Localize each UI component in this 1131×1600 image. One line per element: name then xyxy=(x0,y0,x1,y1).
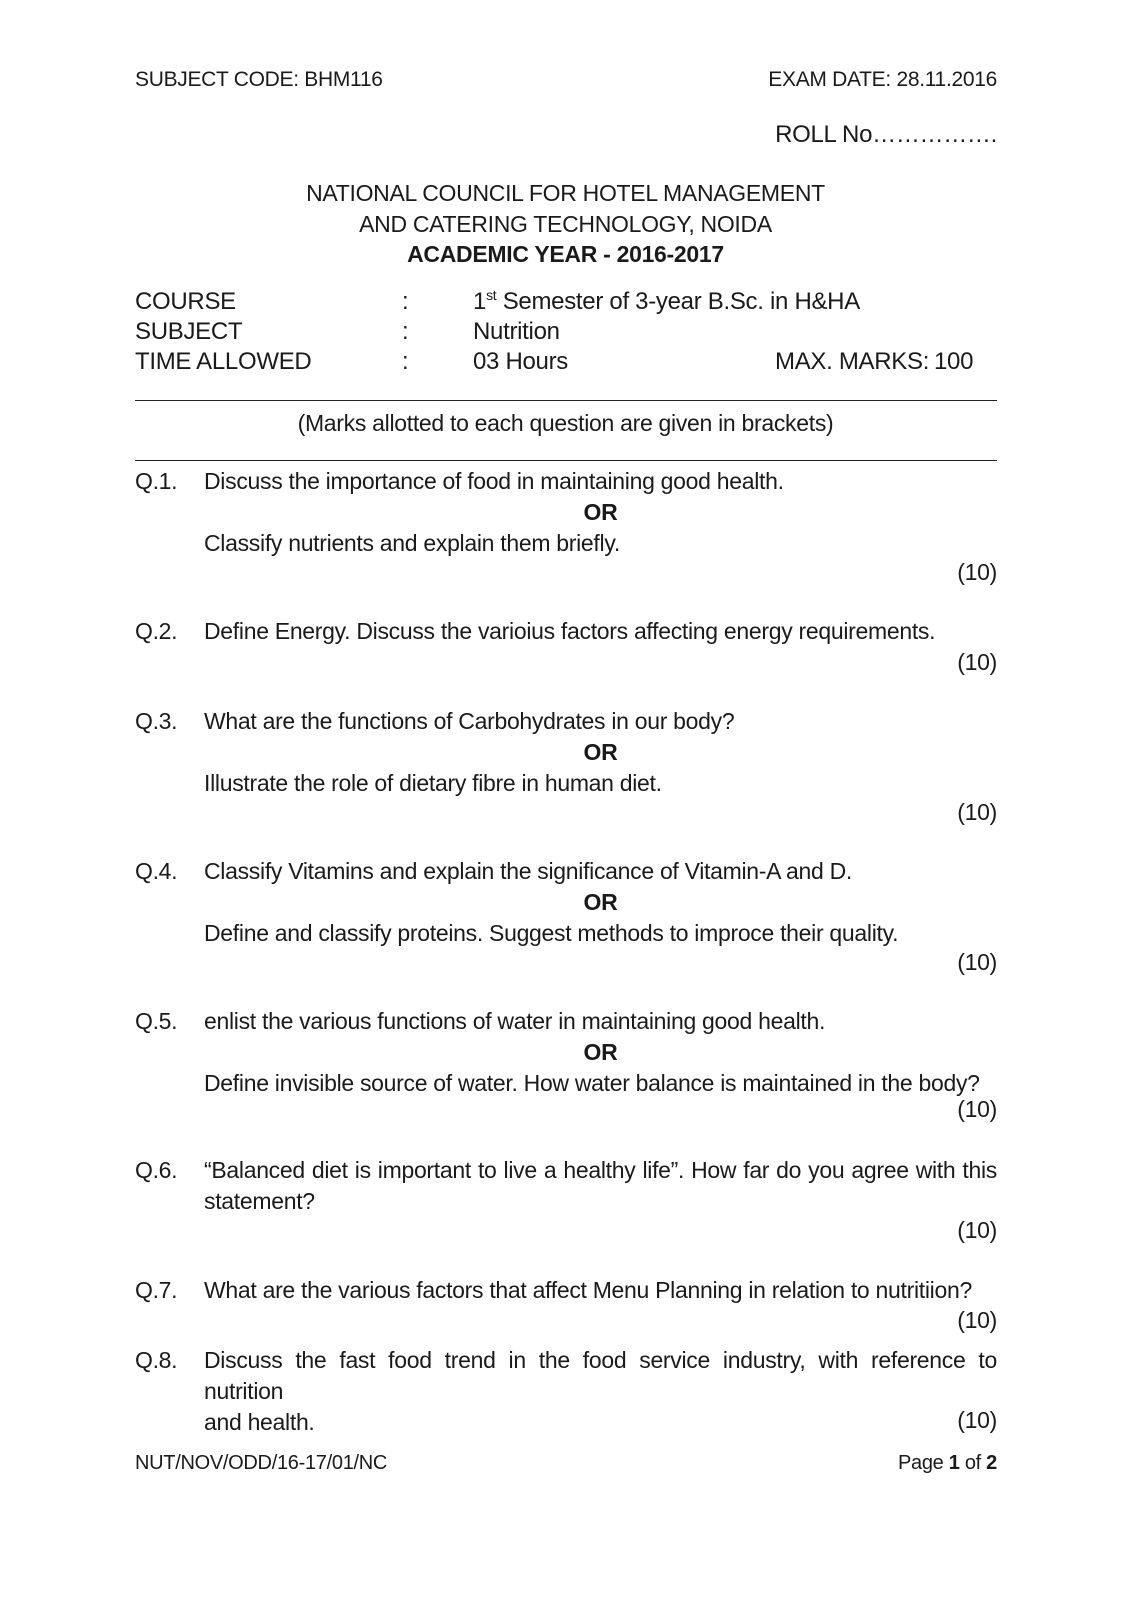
question-7 xyxy=(135,1275,997,1339)
max-marks-value: 100 xyxy=(934,348,974,375)
question-alternative: Classify nutrients and explain them briefly. xyxy=(204,530,620,556)
course-colon: : xyxy=(402,288,409,315)
roll-number: ROLL No……………. xyxy=(775,121,997,148)
question-number: Q.2. xyxy=(135,618,178,644)
question-primary-line2: and health. xyxy=(204,1409,315,1435)
subject-label: SUBJECT xyxy=(135,318,243,345)
question-primary: What are the various factors that affect Menu Planning in relation to nutritiion? xyxy=(204,1277,972,1303)
max-marks-label: MAX. MARKS: xyxy=(775,348,930,375)
question-text xyxy=(204,1345,997,1438)
question-alternative: Define and classify proteins. Suggest methods to improce their quality. xyxy=(204,920,899,946)
course-value-suffix: st xyxy=(486,287,497,303)
question-text xyxy=(204,616,997,647)
course-label: COURSE xyxy=(135,288,236,315)
question-primary: Define Energy. Discuss the varioius factors affecting energy requirements. xyxy=(204,618,936,644)
or-separator: OR xyxy=(583,1039,618,1065)
question-marks: (10) xyxy=(957,1307,997,1333)
question-number: Q.8. xyxy=(135,1347,178,1373)
question-primary: enlist the various functions of water in maintaining good health. xyxy=(204,1008,826,1034)
bottom-divider xyxy=(135,460,997,461)
question-text xyxy=(204,706,997,799)
question-number: Q.6. xyxy=(135,1157,178,1183)
page-indicator xyxy=(898,1452,997,1475)
page-of: of xyxy=(959,1452,987,1474)
question-marks: (10) xyxy=(957,649,997,675)
question-text xyxy=(204,466,997,559)
subject-code: SUBJECT CODE: BHM116 xyxy=(135,68,383,91)
question-marks: (10) xyxy=(957,1407,997,1433)
or-separator: OR xyxy=(583,499,618,525)
question-primary-line1: “Balanced diet is important to live a healthy life”. How far do you agree with this xyxy=(204,1157,997,1183)
document-code: NUT/NOV/ODD/16-17/01/NC xyxy=(135,1452,388,1474)
page-current: 1 xyxy=(948,1452,960,1474)
exam-date: EXAM DATE: 28.11.2016 xyxy=(768,68,997,91)
question-alternative: Illustrate the role of dietary fibre in human diet. xyxy=(204,770,662,796)
question-1 xyxy=(135,466,997,586)
or-separator: OR xyxy=(583,889,618,915)
page-word: Page xyxy=(897,1452,949,1474)
question-marks: (10) xyxy=(957,1096,997,1122)
question-marks: (10) xyxy=(957,1217,997,1243)
question-text xyxy=(204,856,997,949)
subject-colon: : xyxy=(402,318,409,345)
question-alternative: Define invisible source of water. How water balance is maintained in the body? xyxy=(204,1070,980,1096)
time-allowed-value: 03 Hours xyxy=(473,348,568,375)
question-marks: (10) xyxy=(957,799,997,825)
question-6 xyxy=(135,1155,997,1249)
question-number: Q.7. xyxy=(135,1277,178,1303)
question-primary: Classify Vitamins and explain the significance of Vitamin-A and D. xyxy=(204,858,852,884)
institution-name-line2: AND CATERING TECHNOLOGY, NOIDA xyxy=(359,211,772,237)
institution-name-line1: NATIONAL COUNCIL FOR HOTEL MANAGEMENT xyxy=(306,180,825,206)
marks-instruction: (Marks allotted to each question are given in brackets) xyxy=(297,410,834,436)
question-primary: What are the functions of Carbohydrates in our body? xyxy=(204,708,735,734)
question-primary-line1: Discuss the fast food trend in the food service industry, with reference to nutrition xyxy=(204,1347,997,1404)
academic-year: ACADEMIC YEAR - 2016-2017 xyxy=(407,241,724,267)
question-number: Q.5. xyxy=(135,1008,178,1034)
question-3 xyxy=(135,706,997,830)
question-text xyxy=(204,1006,997,1099)
time-colon: : xyxy=(402,348,409,375)
question-primary: Discuss the importance of food in maintaining good health. xyxy=(204,468,784,494)
question-marks: (10) xyxy=(957,949,997,975)
question-number: Q.1. xyxy=(135,468,178,494)
or-separator: OR xyxy=(583,739,618,765)
question-number: Q.3. xyxy=(135,708,178,734)
course-value-text: Semester of 3-year B.Sc. in H&HA xyxy=(496,288,860,315)
course-value xyxy=(473,288,860,316)
page-total: 2 xyxy=(986,1452,997,1474)
question-number: Q.4. xyxy=(135,858,178,884)
question-text xyxy=(204,1275,997,1306)
question-2 xyxy=(135,616,997,680)
subject-value: Nutrition xyxy=(473,318,560,345)
question-primary-line2: statement? xyxy=(204,1188,315,1214)
course-value-number: 1 xyxy=(473,288,487,315)
question-marks: (10) xyxy=(957,559,997,585)
question-text xyxy=(204,1155,997,1217)
top-divider xyxy=(135,400,997,401)
question-4 xyxy=(135,856,997,980)
question-5 xyxy=(135,1006,997,1130)
time-allowed-label: TIME ALLOWED xyxy=(135,348,312,375)
question-8 xyxy=(135,1345,997,1441)
